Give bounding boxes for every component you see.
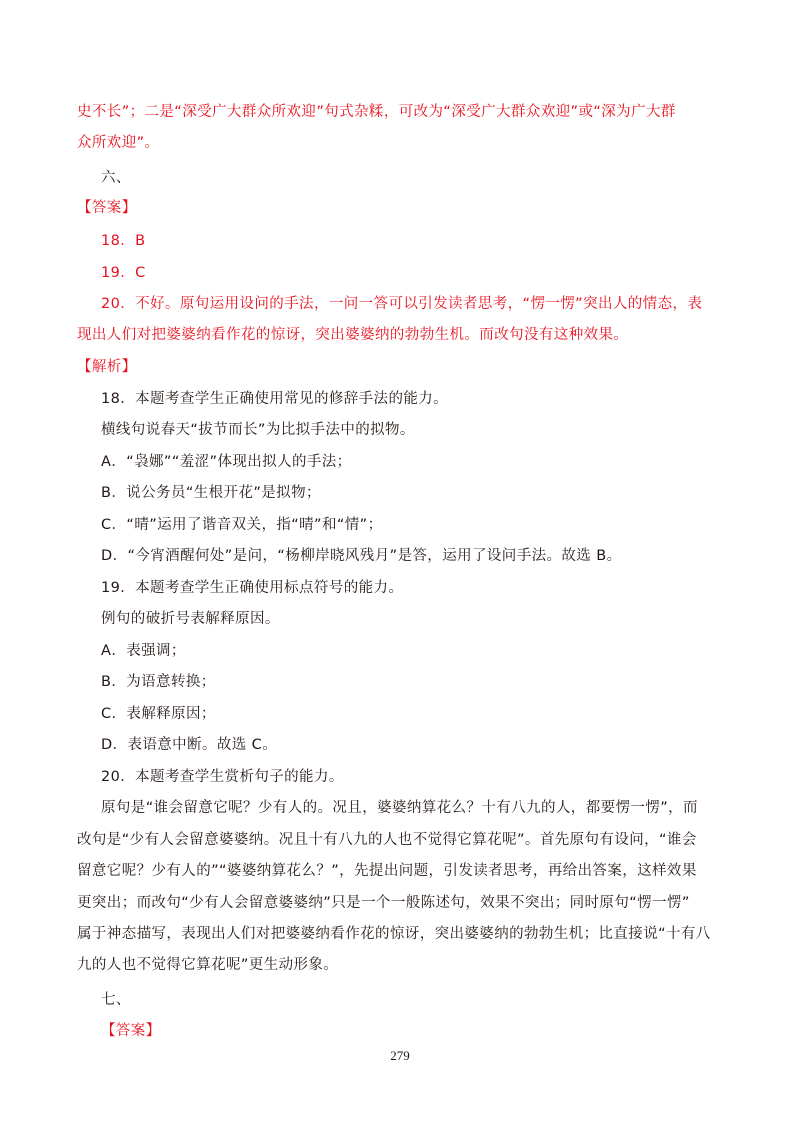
answer-heading: 【答案】 [101,1023,161,1039]
answer-item: 20．不好。原句运用设问的手法，一问一答可以引发读者思考，“愣一愣”突出人的情态，表 [101,296,703,312]
page-number: 279 [390,1048,410,1063]
text-line: 属于神态描写，表现出人们对把婆婆纳看作花的惊讶，突出婆婆纳的勃勃生机；比直接说“十有八 [77,926,711,942]
text-line: 现出人们对把婆婆纳看作花的惊讶，突出婆婆纳的勃勃生机。而改句没有这种效果。 [77,327,629,343]
analysis-heading: 【解析】 [77,359,137,375]
text-line: 众所欢迎”。 [77,135,160,151]
text-line: 史不长”；二是“深受广大群众所欢迎”句式杂糅，可改为“深受广大群众欢迎”或“深为广大群 [77,104,676,120]
text-line: 例句的破折号表解释原因。 [101,611,280,627]
analysis-item: 18．本题考查学生正确使用常见的修辞手法的能力。 [101,391,449,407]
text-line: 九的人也不觉得它算花呢”更生动形象。 [77,957,339,973]
option-line: C．表解释原因； [101,706,216,722]
option-line: D．“今宵酒醒何处”是问，“杨柳岸晓风残月”是答，运用了设问手法。故选 B。 [101,548,622,564]
text-line: 更突出；而改句“少有人会留意婆婆纳”只是一个一般陈述句，效果不突出；同时原句“愣一愣” [77,895,690,911]
text-line: 原句是“谁会留意它呢？少有人的。况且，婆婆纳算花么？十有八九的人，都要愣一愣”，而 [101,800,698,816]
option-line: C．“晴”运用了谐音双关，指“晴”和“情”； [101,517,383,533]
answer-item: 18．B [101,233,146,249]
section-heading: 六、 [101,170,131,186]
option-line: A．表强调； [101,643,186,659]
answer-heading: 【答案】 [77,200,137,216]
text-line: 留意它呢？少有人的”“婆婆纳算花么？”，先提出问题，引发读者思考，再给出答案，这样效果 [77,863,697,879]
option-line: B．说公务员“生根开花”是拟物； [101,485,321,501]
option-line: B．为语意转换； [101,674,216,690]
text-line: 改句是“少有人会留意婆婆纳。况且十有八九的人也不觉得它算花呢”。首先原句有设问，“谁会 [77,832,697,848]
analysis-item: 20．本题考查学生赏析句子的能力。 [101,769,344,785]
option-line: D．表语意中断。故选 C。 [101,737,278,753]
answer-item: 19．C [101,265,146,281]
analysis-item: 19．本题考查学生正确使用标点符号的能力。 [101,580,404,596]
section-heading: 七、 [101,992,131,1008]
text-line: 横线句说春天“拔节而长”为比拟手法中的拟物。 [101,422,415,438]
option-line: A．“袅娜”“羞涩”体现出拟人的手法； [101,454,352,470]
